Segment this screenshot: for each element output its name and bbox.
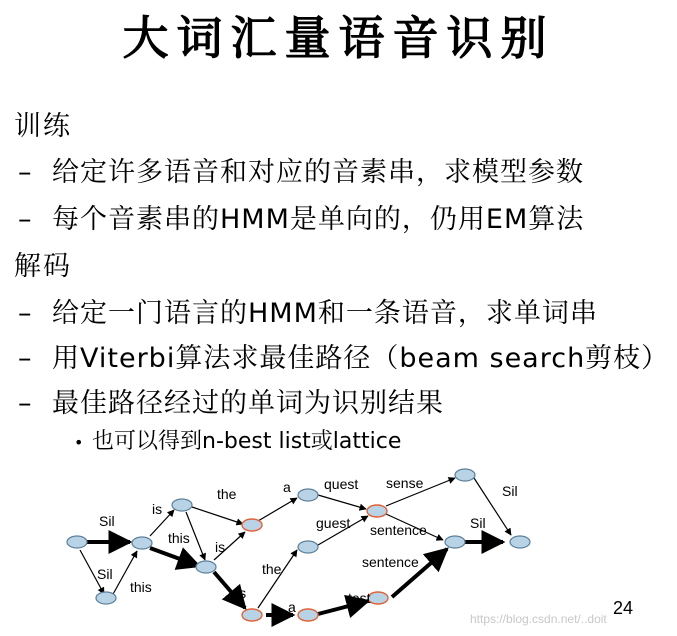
edge (192, 507, 243, 524)
decoding-heading: 解码 (14, 251, 72, 282)
decoding-item-1 (18, 291, 598, 330)
edge (258, 498, 297, 521)
decoding-item-3 (18, 381, 444, 420)
lattice-node (368, 592, 388, 604)
edge-label: Sil (470, 515, 486, 531)
edge-label: a (288, 599, 296, 615)
training-item-2-text: 每个音素串的HMM是单向的，仍用EM算法 (52, 204, 585, 235)
edge-label: Sil (97, 566, 113, 582)
lattice-node (445, 536, 465, 548)
training-heading: 训练 (14, 111, 72, 142)
page-number: 24 (612, 598, 633, 618)
lattice-node (67, 536, 87, 548)
edge (150, 548, 199, 566)
lattice-node (132, 537, 152, 549)
lattice-node (172, 499, 192, 511)
dash-marker: – (18, 343, 33, 374)
watermark-url: https://blog.csdn.net/..doit (470, 612, 607, 626)
dash-marker: – (18, 204, 33, 235)
dash-marker: – (18, 388, 33, 419)
edge-label: the (262, 561, 282, 577)
edge-label: sentence (362, 554, 419, 570)
edge-label: is (215, 539, 226, 555)
decoding-item-2 (18, 336, 669, 375)
lattice-node (96, 592, 116, 604)
decoding-sub-item-text: 也可以得到n-best list或lattice (92, 429, 402, 454)
lattice-node (298, 609, 318, 621)
edge-label: the (217, 486, 237, 502)
training-item-1-text: 给定许多语音和对应的音素串，求模型参数 (52, 157, 584, 188)
lattice-node (196, 561, 216, 573)
lattice-node (367, 505, 387, 517)
edge-label: sense (386, 475, 424, 491)
edge-label: Sil (502, 483, 518, 499)
edge-label: Sil (99, 513, 115, 529)
decoding-item-1-text: 给定一门语言的HMM和一条语音，求单词串 (52, 298, 598, 329)
lattice-node (298, 541, 318, 553)
edge (318, 495, 366, 509)
edge-label: is (152, 501, 163, 517)
lattice-node (510, 536, 530, 548)
edge-label: is (236, 585, 247, 601)
training-item-1 (18, 150, 584, 189)
edge-label: sentence (370, 522, 427, 538)
edge-label: quest (324, 476, 359, 492)
decoding-item-2-text: 用Viterbi算法求最佳路径（beam search剪枝） (52, 343, 670, 374)
lattice-node (242, 519, 262, 531)
slide-title: 大词汇量语音识别 (122, 11, 555, 65)
dash-marker: – (18, 298, 33, 329)
bullet-marker: • (74, 432, 84, 452)
dash-marker: – (18, 157, 33, 188)
training-item-2 (18, 197, 584, 236)
edge-label: this (130, 579, 152, 595)
decoding-sub-item (74, 424, 401, 455)
edge-label: a (283, 479, 291, 495)
word-lattice-diagram (0, 455, 677, 636)
decoding-item-3-text: 最佳路径经过的单词为识别结果 (52, 388, 444, 419)
edge-label: test (348, 590, 371, 606)
edge-label: guest (316, 515, 351, 531)
lattice-node (455, 469, 475, 481)
lattice-node (298, 489, 318, 501)
lattice-node (242, 609, 262, 621)
edge-label: this (168, 530, 190, 546)
